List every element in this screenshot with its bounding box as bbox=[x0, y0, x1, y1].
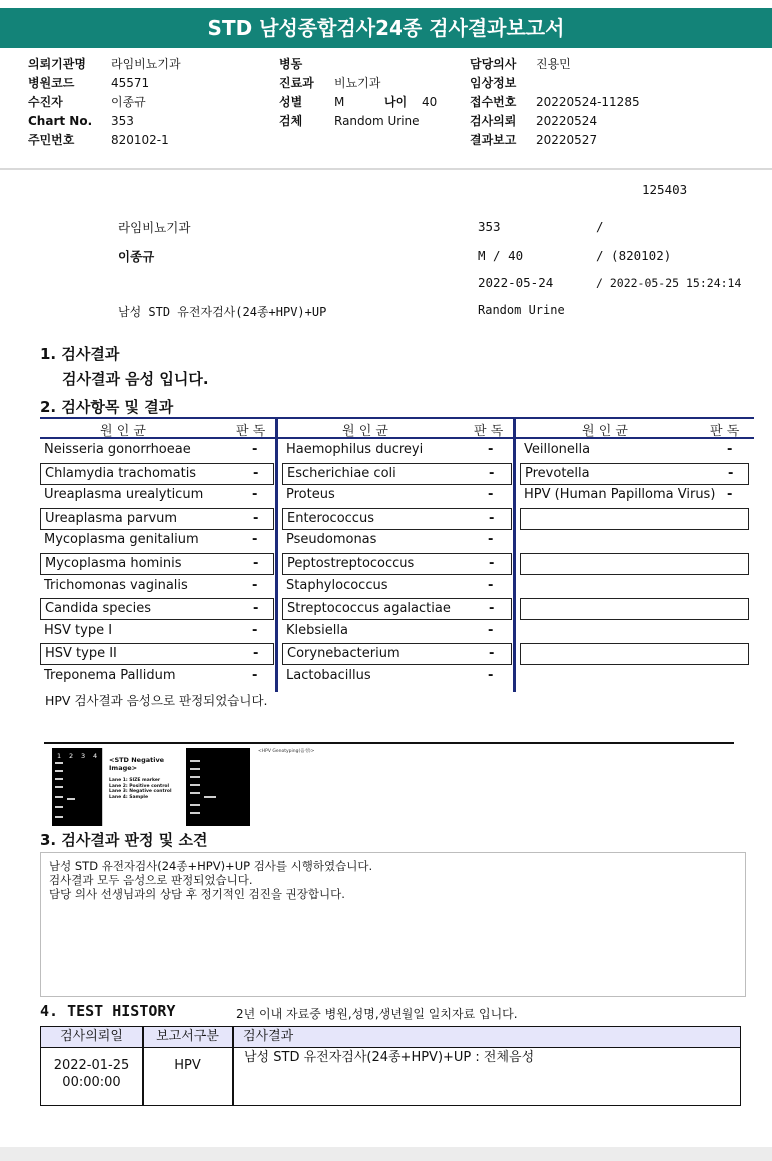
history-header-date: 검사의뢰일 bbox=[41, 1027, 142, 1048]
gel-lanes-image bbox=[52, 748, 102, 826]
history-row-date: 2022-01-25 bbox=[53, 1058, 130, 1073]
label-clinical-info: 임상정보 bbox=[470, 76, 517, 90]
summary-specimen: Random Urine bbox=[478, 303, 565, 317]
organism-result: - bbox=[252, 577, 258, 593]
header-organism-1: 원 인 균 bbox=[100, 424, 146, 439]
section-3-title: 3. 검사결과 판정 및 소견 bbox=[40, 831, 208, 849]
organism-result: - bbox=[727, 442, 733, 457]
organism-result: - bbox=[253, 510, 259, 526]
lane-number-1: 1 bbox=[57, 752, 62, 760]
label-requesting-org: 의뢰기관명 bbox=[28, 57, 86, 71]
organism-result: - bbox=[489, 556, 495, 571]
history-row-time: 00:00:00 bbox=[62, 1075, 121, 1090]
header-divider bbox=[0, 168, 772, 170]
organism-result: - bbox=[488, 622, 494, 638]
value-doctor: 진용민 bbox=[536, 57, 571, 71]
organism-name: Lactobacillus bbox=[286, 668, 371, 683]
organism-result: - bbox=[488, 668, 494, 683]
organism-name: Ureaplasma parvum bbox=[45, 510, 178, 526]
opinion-box bbox=[40, 852, 746, 997]
page-bottom-strip bbox=[0, 1147, 772, 1161]
label-resident-no: 주민번호 bbox=[28, 133, 75, 147]
report-title: STD 남성종합검사24종 검사결과보고서 bbox=[0, 8, 772, 48]
summary-test-name: 남성 STD 유전자검사(24종+HPV)+UP bbox=[118, 305, 327, 319]
organism-name: Klebsiella bbox=[286, 622, 348, 638]
organism-name: Staphylococcus bbox=[286, 577, 388, 593]
lane-number-2: 2 bbox=[69, 752, 74, 760]
gel-legend-title: <STD Negative Image> bbox=[109, 756, 165, 772]
section-1-title: 1. 검사결과 bbox=[40, 345, 120, 363]
organism-row bbox=[282, 440, 512, 462]
organism-row bbox=[520, 643, 749, 665]
organism-result: - bbox=[488, 487, 494, 503]
organism-row bbox=[40, 643, 274, 665]
organism-result: - bbox=[489, 601, 495, 617]
organism-row bbox=[40, 553, 274, 575]
organism-name: Escherichiae coli bbox=[287, 465, 396, 481]
organism-name: Neisseria gonorrhoeae bbox=[44, 442, 191, 457]
summary-date-reported: / 2022-05-25 15:24:14 bbox=[596, 276, 742, 290]
label-sex: 성별 bbox=[279, 95, 303, 109]
value-result-report: 20220527 bbox=[536, 133, 598, 147]
organism-row bbox=[520, 508, 749, 530]
hpv-gel-image bbox=[186, 748, 250, 826]
label-department: 진료과 bbox=[279, 76, 314, 90]
summary-code: 125403 bbox=[642, 182, 688, 197]
summary-hospital: 라임비뇨기과 bbox=[118, 220, 191, 235]
summary-birth: / (820102) bbox=[596, 248, 672, 263]
label-ward: 병동 bbox=[279, 57, 303, 71]
organism-name: Streptococcus agalactiae bbox=[287, 601, 451, 617]
organism-row bbox=[282, 530, 512, 552]
organism-result: - bbox=[253, 601, 259, 617]
header-col-3 bbox=[470, 55, 640, 150]
organism-row bbox=[520, 485, 749, 507]
organism-row bbox=[282, 508, 512, 530]
organism-name: Chlamydia trachomatis bbox=[45, 465, 197, 481]
organism-name: HSV type II bbox=[45, 646, 117, 662]
organism-name: Corynebacterium bbox=[287, 646, 400, 662]
organism-name: Prevotella bbox=[525, 465, 590, 481]
organism-result: - bbox=[489, 510, 495, 526]
organism-name: Treponema Pallidum bbox=[44, 668, 176, 683]
organism-row bbox=[282, 643, 512, 665]
history-table bbox=[40, 1026, 741, 1106]
gel-legend-line-1: Lane 1: SIZE marker bbox=[109, 778, 161, 783]
organism-row bbox=[40, 621, 274, 643]
organism-name: HPV (Human Papilloma Virus) bbox=[524, 487, 716, 503]
header-result-3: 판 독 bbox=[710, 424, 740, 439]
organism-result: - bbox=[488, 577, 494, 593]
organism-name: Candida species bbox=[45, 601, 152, 617]
header-result-2: 판 독 bbox=[474, 424, 504, 439]
value-patient: 이종규 bbox=[111, 95, 146, 109]
summary-patient: 이종규 bbox=[118, 249, 155, 264]
organism-result: - bbox=[253, 465, 259, 481]
organism-name: Pseudomonas bbox=[286, 532, 377, 548]
section-1-result-text: 검사결과 음성 입니다. bbox=[62, 370, 209, 388]
gel-legend-line-2: Lane 2: Positive control bbox=[109, 783, 170, 789]
organism-result: - bbox=[252, 487, 258, 503]
organism-result: - bbox=[253, 646, 259, 662]
hpv-note: HPV 검사결과 음성으로 판정되었습니다. bbox=[45, 693, 268, 708]
organism-result: - bbox=[252, 532, 258, 548]
history-header-type: 보고서구분 bbox=[142, 1027, 233, 1048]
organism-result: - bbox=[252, 442, 258, 457]
organism-result: - bbox=[489, 646, 495, 662]
organism-row bbox=[282, 621, 512, 643]
summary-sex-age: M / 40 bbox=[478, 248, 524, 263]
organism-row bbox=[40, 440, 274, 462]
value-requesting-org: 라임비뇨기과 bbox=[111, 57, 181, 71]
history-note: 2년 이내 자료중 병원,성명,생년월일 일치자료 입니다. bbox=[236, 1007, 518, 1021]
value-sex: M bbox=[334, 95, 345, 109]
header-col-1 bbox=[28, 55, 181, 150]
label-test-request: 검사의뢰 bbox=[470, 114, 517, 128]
organism-name: Peptostreptococcus bbox=[287, 556, 415, 571]
label-patient: 수진자 bbox=[28, 95, 63, 109]
organism-row bbox=[40, 666, 274, 688]
organism-result: - bbox=[252, 668, 258, 683]
organism-row bbox=[40, 598, 274, 620]
header-organism-3: 원 인 균 bbox=[582, 424, 628, 439]
lane-number-3: 3 bbox=[81, 752, 86, 760]
label-specimen: 검체 bbox=[279, 114, 303, 128]
value-chart-no: 353 bbox=[111, 114, 134, 128]
label-receipt-no: 접수번호 bbox=[470, 95, 517, 109]
section-2-title: 2. 검사항목 및 결과 bbox=[40, 398, 174, 416]
organism-name: Mycoplasma hominis bbox=[45, 556, 182, 571]
organism-row bbox=[282, 553, 512, 575]
gel-image bbox=[44, 742, 734, 828]
hpv-gel-caption: <HPV Genotyping(음성)> bbox=[258, 749, 315, 754]
organism-row bbox=[520, 440, 749, 462]
results-table-header bbox=[40, 417, 754, 439]
organism-row bbox=[520, 553, 749, 575]
header-result-1: 판 독 bbox=[236, 424, 266, 439]
organism-name: HSV type I bbox=[44, 622, 113, 638]
organism-row bbox=[40, 508, 274, 530]
organism-name: Proteus bbox=[286, 487, 335, 503]
organism-row bbox=[40, 530, 274, 552]
value-receipt-no: 20220524-11285 bbox=[536, 95, 640, 109]
organism-row bbox=[40, 485, 274, 507]
label-doctor: 담당의사 bbox=[470, 57, 517, 71]
organism-result: - bbox=[252, 622, 258, 638]
gel-legend-line-4: Lane 4: Sample bbox=[109, 794, 149, 800]
opinion-line-3: 담당 의사 선생님과의 상담 후 정기적인 검진을 권장합니다. bbox=[49, 887, 345, 901]
lane-number-4: 4 bbox=[93, 752, 98, 760]
organism-result: - bbox=[728, 465, 734, 481]
organism-row bbox=[282, 576, 512, 598]
summary-date-received: 2022-05-24 bbox=[478, 275, 554, 290]
organism-result: - bbox=[253, 556, 259, 571]
organism-row bbox=[282, 463, 512, 485]
organism-name: Ureaplasma urealyticum bbox=[44, 487, 204, 503]
organism-name: Enterococcus bbox=[287, 510, 374, 526]
opinion-line-2: 검사결과 모두 음성으로 판정되었습니다. bbox=[49, 873, 253, 887]
organism-result: - bbox=[488, 442, 494, 457]
organism-result: - bbox=[488, 532, 494, 548]
value-department: 비뇨기과 bbox=[334, 76, 381, 90]
organism-row bbox=[40, 576, 274, 598]
label-age: 나이 bbox=[384, 95, 408, 109]
summary-chart: 353 bbox=[478, 219, 501, 234]
label-hospital-code: 병원코드 bbox=[28, 76, 75, 90]
organism-row bbox=[282, 485, 512, 507]
organism-row bbox=[520, 598, 749, 620]
label-chart-no: Chart No. bbox=[28, 114, 93, 128]
organism-result: - bbox=[727, 487, 733, 503]
value-resident-no: 820102-1 bbox=[111, 133, 169, 147]
history-row-type: HPV bbox=[174, 1058, 201, 1073]
value-test-request: 20220524 bbox=[536, 114, 598, 128]
organism-row bbox=[282, 666, 512, 688]
summary-slash: / bbox=[596, 219, 604, 234]
column-divider-2 bbox=[513, 417, 516, 692]
column-divider-1 bbox=[275, 417, 278, 692]
organism-name: Trichomonas vaginalis bbox=[44, 577, 188, 593]
organism-row bbox=[282, 598, 512, 620]
history-row-result: 남성 STD 유전자검사(24종+HPV)+UP : 전체음성 bbox=[244, 1050, 535, 1065]
opinion-line-1: 남성 STD 유전자검사(24종+HPV)+UP 검사를 시행하였습니다. bbox=[49, 859, 373, 873]
value-specimen: Random Urine bbox=[334, 114, 420, 128]
organism-row bbox=[40, 463, 274, 485]
section-4-title: 4. TEST HISTORY bbox=[40, 1002, 176, 1020]
organism-name: Veillonella bbox=[524, 442, 591, 457]
label-result-report: 결과보고 bbox=[470, 133, 517, 147]
gel-legend-line-3: Lane 3: Negative control bbox=[109, 789, 172, 794]
history-header-result: 검사결과 bbox=[233, 1027, 740, 1048]
gel-legend-card bbox=[102, 748, 184, 826]
organism-row bbox=[520, 463, 749, 485]
organism-result: - bbox=[489, 465, 495, 481]
header-organism-2: 원 인 균 bbox=[342, 424, 388, 439]
value-age: 40 bbox=[422, 95, 438, 109]
header-col-2 bbox=[279, 55, 437, 131]
value-hospital-code: 45571 bbox=[111, 76, 150, 90]
organism-name: Mycoplasma genitalium bbox=[44, 532, 199, 548]
organism-name: Haemophilus ducreyi bbox=[286, 442, 424, 457]
